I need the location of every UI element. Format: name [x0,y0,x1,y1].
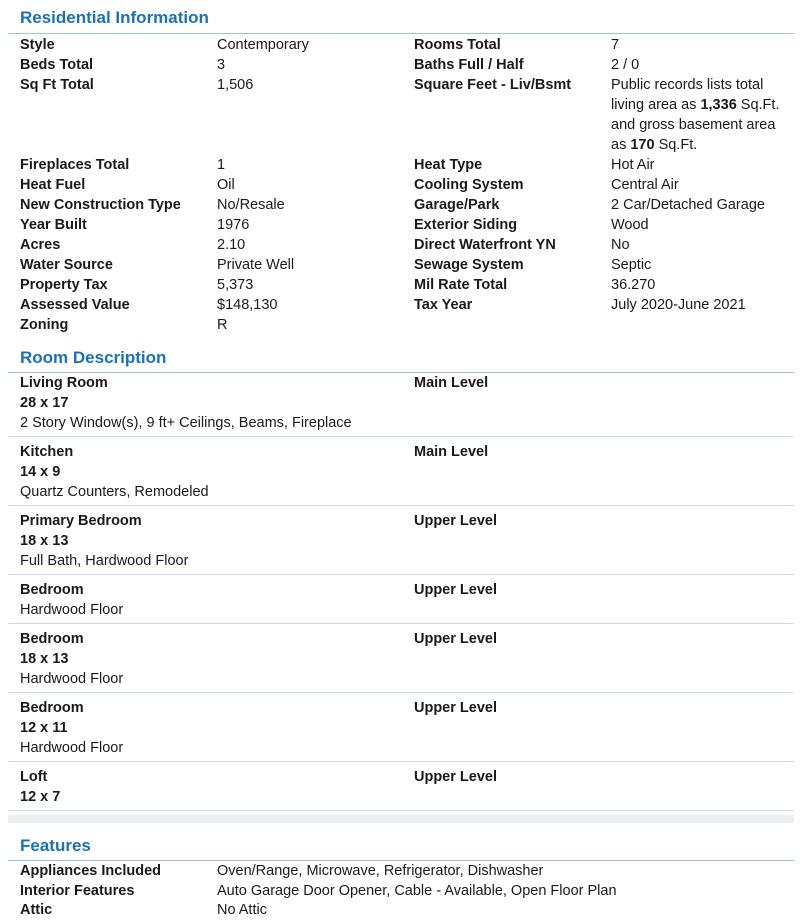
feature-row [0,861,800,881]
room-name: Bedroom [20,631,84,647]
info-row [0,35,800,55]
room-description: Hardwood Floor [20,740,124,756]
room-level: Upper Level [414,700,497,716]
info-row [0,255,800,275]
sqft-note-text: Sq.Ft. [654,137,698,153]
row-divider [8,574,794,575]
info-value: Private Well [217,257,295,273]
info-value: Hot Air [611,157,655,173]
info-label: New Construction Type [20,197,181,213]
feature-label: Attic [20,902,53,918]
info-label: Cooling System [414,177,524,193]
info-row [0,295,800,315]
room-dimensions: 18 x 13 [20,651,69,667]
room-level: Main Level [414,375,489,391]
feature-value: Auto Garage Door Opener, Cable - Available, Open Floor Plan [217,883,617,899]
info-label: Beds Total [20,57,94,73]
info-label: Exterior Siding [414,217,518,233]
room-description: Hardwood Floor [20,602,124,618]
info-label: Rooms Total [414,37,501,53]
info-label: Style [20,37,55,53]
info-row [0,275,800,295]
room-description: Full Bath, Hardwood Floor [20,553,189,569]
basement-area-value: 170 [630,137,655,153]
info-label: Fireplaces Total [20,157,130,173]
room-name: Primary Bedroom [20,513,142,529]
row-divider [8,761,794,762]
info-value: 7 [611,37,620,53]
info-label: Tax Year [414,297,473,313]
info-label: Zoning [20,317,69,333]
info-value: 1976 [217,217,250,233]
section-divider [8,372,794,373]
info-value: 2 / 0 [611,57,640,73]
info-label: Year Built [20,217,87,233]
room-dimensions: 14 x 9 [20,464,61,480]
info-label: Garage/Park [414,197,500,213]
info-label: Direct Waterfront YN [414,237,556,253]
feature-row [0,900,800,920]
room-dimensions: 12 x 11 [20,720,68,736]
info-value: Septic [611,257,652,273]
info-label: Heat Type [414,157,483,173]
feature-value: Oven/Range, Microwave, Refrigerator, Dishwasher [217,863,544,879]
info-label: Property Tax [20,277,108,293]
sqft-note-text: Sq.Ft. and gross basement area as [611,97,780,153]
info-value: 36.270 [611,277,656,293]
feature-label: Appliances Included [20,863,161,879]
info-label: Square Feet - Liv/Bsmt [414,77,572,93]
row-divider [8,436,794,437]
section-spacer [8,815,794,823]
info-row [0,215,800,235]
room-name: Bedroom [20,700,84,716]
info-row [0,75,800,153]
sqft-note [611,75,791,155]
info-label: Sewage System [414,257,524,273]
info-label: Heat Fuel [20,177,86,193]
features-title: Features [20,836,91,855]
info-value: 1 [217,157,226,173]
info-value: Contemporary [217,37,309,53]
living-area-value: 1,336 [700,97,737,113]
info-value: No [611,237,630,253]
info-row [0,155,800,175]
info-row [0,315,800,335]
room-level: Upper Level [414,769,497,785]
room-description: Quartz Counters, Remodeled [20,484,209,500]
section-divider [8,33,794,34]
info-label: Mil Rate Total [414,277,508,293]
info-label: Water Source [20,257,113,273]
room-name: Loft [20,769,48,785]
row-divider [8,623,794,624]
info-label: Acres [20,237,61,253]
info-label: Baths Full / Half [414,57,524,73]
info-value: Wood [611,217,649,233]
residential-information-title: Residential Information [20,8,209,27]
room-name: Kitchen [20,444,74,460]
row-divider [8,505,794,506]
feature-value: No Attic [217,902,267,918]
room-dimensions: 18 x 13 [20,533,69,549]
info-label: Sq Ft Total [20,77,94,93]
row-divider [8,692,794,693]
info-value: Oil [217,177,235,193]
sqft-note-text: Public records lists total living area as [611,77,764,113]
feature-label: Interior Features [20,883,135,899]
info-label: Assessed Value [20,297,130,313]
row-divider [8,810,794,811]
info-row [0,55,800,75]
info-row [0,235,800,255]
info-value: No/Resale [217,197,285,213]
info-value: Central Air [611,177,679,193]
info-row [0,195,800,215]
room-description: 2 Story Window(s), 9 ft+ Ceilings, Beams, Fireplace [20,415,352,431]
room-description: Hardwood Floor [20,671,124,687]
info-value: July 2020-June 2021 [611,297,746,313]
room-name: Bedroom [20,582,84,598]
room-description-title: Room Description [20,348,167,367]
room-name: Living Room [20,375,108,391]
info-value: R [217,317,228,333]
room-level: Upper Level [414,513,497,529]
room-dimensions: 28 x 17 [20,395,69,411]
info-value: 3 [217,57,226,73]
room-level: Upper Level [414,582,497,598]
room-level: Main Level [414,444,489,460]
info-value: 2 Car/Detached Garage [611,197,765,213]
room-level: Upper Level [414,631,497,647]
room-dimensions: 12 x 7 [20,789,61,805]
info-value: 2.10 [217,237,246,253]
info-value: 5,373 [217,277,254,293]
feature-row [0,881,800,901]
info-value: 1,506 [217,77,254,93]
info-row [0,175,800,195]
info-value: $148,130 [217,297,278,313]
